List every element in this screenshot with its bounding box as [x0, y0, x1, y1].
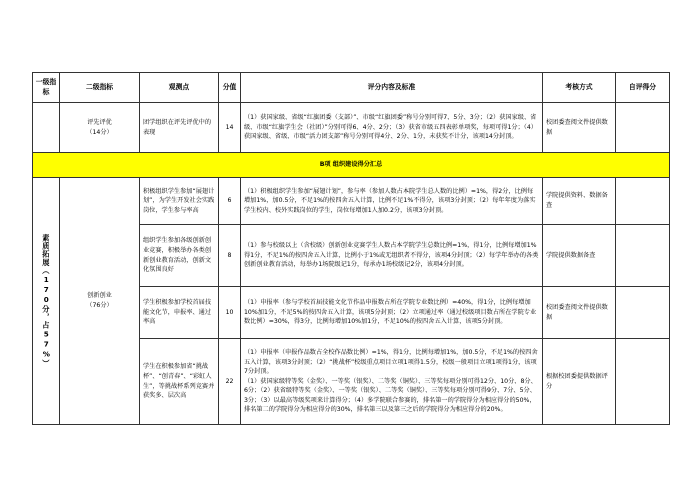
- self-score-cell[interactable]: [616, 225, 670, 287]
- score-cell: 6: [219, 178, 241, 225]
- header-score: 分值: [219, 73, 241, 103]
- observation-cell: 组织学生参加各级创新创业竞赛，积极举办各类创新创业教育活动，创新文化氛围良好: [140, 225, 219, 287]
- header-level2: 二级指标: [60, 73, 140, 103]
- header-self-score: 自评得分: [616, 73, 670, 103]
- observation-cell: 学生在积极参加省“挑战杯”、“创青春”、“彩虹人生”，等挑战杯系列竞赛并获奖多、层次高: [140, 339, 219, 425]
- summary-band: B项 组织建设得分汇总: [33, 153, 670, 178]
- table-header-row: [33, 73, 670, 103]
- level2-innovation: 创新创业 （76分）: [60, 178, 140, 425]
- criteria-awards: （1）获国家级、省级“红旗团委（支部）”、市级“红旗团委”称号分别可得7、5分、3分；（2）获国家级、省级、市级“红旗学生会（社团）”分别可得6、4分、2分；（3）获省市级五四表彰单项奖，每项可得1分；（4）获国家级、省级、市级“活力团支部”称号分别可得4分、2分、1分，未获奖不计分，该项14分封顶。: [241, 103, 543, 153]
- score-cell: 10: [219, 287, 241, 339]
- self-score-cell[interactable]: [616, 287, 670, 339]
- level2-awards: 评先评优 （14分）: [60, 103, 140, 153]
- observation-awards: 团学组织在评先评优中的表现: [140, 103, 219, 153]
- level1-cell-empty: [33, 103, 60, 153]
- level1-label: 素质拓展（170分，占57%）: [41, 234, 51, 368]
- score-cell: 8: [219, 225, 241, 287]
- self-score-cell[interactable]: [616, 178, 670, 225]
- header-method: 考核方式: [543, 73, 616, 103]
- method-cell: 根据校团委提供数据评分: [543, 339, 616, 425]
- method-cell: 校团委查阅文件提供数据: [543, 287, 616, 339]
- header-criteria: 评分内容及标准: [241, 73, 543, 103]
- score-cell: 22: [219, 339, 241, 425]
- table-row-awards: [33, 103, 670, 153]
- observation-cell: 学生积极参加学校首届技能文化节，申报率、通过率高: [140, 287, 219, 339]
- criteria-cell: （1）申报率（申报作品数占全校作品数比例）=1%，得1分，比例每增加1%，加0.5分，不足1%的按四舍五入计算，该项3分封顶；（2）“挑战杯”校级重点项目立项1项得1.5分，校级一般项目立项1项得1分，该项7分封顶。 （1）获国家级特等奖（金奖）、一等奖（银奖）、二等奖（铜奖）、三等奖每项分别可得12分、10分、8分、6分；（2）获省级特等奖（金奖）、一等奖（银奖）、二等奖（铜奖）、三等奖每项分别可得9分、7分、5分、3分；（3）以最高等级奖项来计算得分；（4）多学院联合参赛的，排名第一的学院得分为相应得分的50%，排名第二的学院得分为相应得分的30%，排名第三以及第三之后的学院得分为相应得分的20%。: [241, 339, 543, 425]
- self-score-awards[interactable]: [616, 103, 670, 153]
- criteria-cell: （1）申报率（参与学校首届技能文化节作品申报数占所在学院专业数比例）=40%，得1分，比例每增加10%加1分，不足5%的按四舍五入计算，该项5分封顶；（2）立项通过率（通过校级项目数占所在学院专业数比例）=30%，得3分，比例每增加10%加1分，不足10%的按四舍五入计算，该项5分封顶。: [241, 287, 543, 339]
- evaluation-table: [32, 72, 670, 425]
- score-awards: 14: [219, 103, 241, 153]
- criteria-cell: （1）积极组织学生参加“展翅计划”，参与率（参加人数占本院学生总人数的比例）=1%，得2分，比例每增加1%，加0.5分，不足1%的按四舍五入计算，比例不足1%不得分，该项3分封顶；（2）每年年度为落实学生校内、校外实践岗位的学生，岗位每增加1人加0.2分，该项3分封顶。: [241, 178, 543, 225]
- observation-cell: 积极组织学生参加“展翅计划”，为学生开发社会实践岗位，学生参与率高: [140, 178, 219, 225]
- level1-cell: [33, 178, 60, 425]
- method-awards: 校团委查阅文件提供数据: [543, 103, 616, 153]
- header-observation: 观测点: [140, 73, 219, 103]
- header-level1: 一级指标: [33, 73, 60, 103]
- method-cell: 学院提供数据备查: [543, 225, 616, 287]
- table-row: [33, 178, 670, 225]
- criteria-cell: （1）参与校级以上（含校级）创新创业竞赛学生人数占本学院学生总数比例=1%，得1分，比例每增加1%得1分，不足1%的按四舍五入计算，比例小于1%或无组织者不得分，该项4分封顶；（2）每学年举办的各类创新创业教育活动，每举办1场院级记1分，每承办1场校级记2分，该项4分封顶。: [241, 225, 543, 287]
- summary-band-row: [33, 153, 670, 178]
- self-score-cell[interactable]: [616, 339, 670, 425]
- method-cell: 学院提供资料、数据备查: [543, 178, 616, 225]
